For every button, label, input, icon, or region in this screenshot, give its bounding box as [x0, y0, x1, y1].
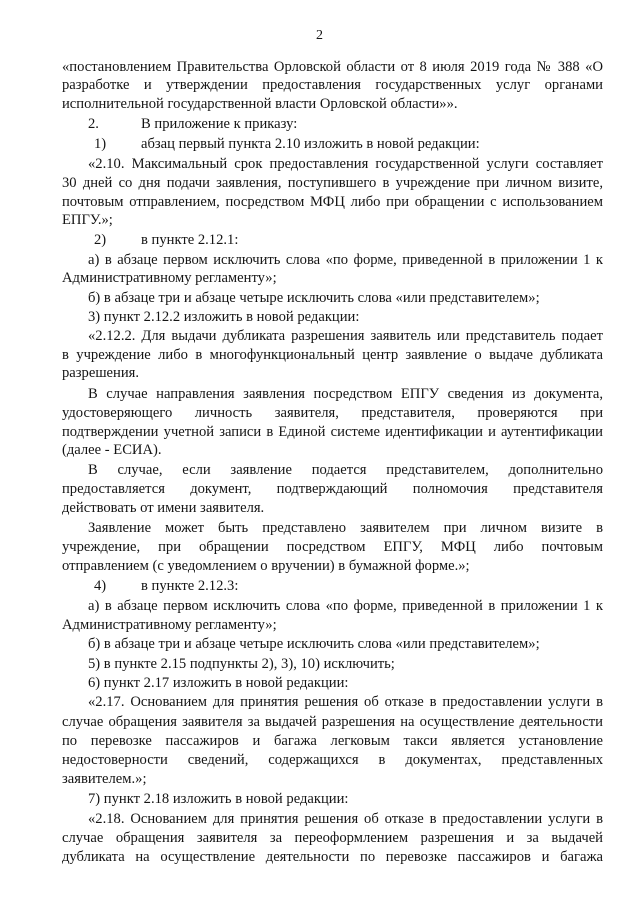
text-line: «2.18. Основанием для принятия решения об отказе в предоставлении услуги в	[88, 811, 603, 827]
text-line: ЕПГУ.»;	[62, 212, 113, 228]
text-line: почтовым отправлением, посредством МФЦ либо при обращении с использованием	[62, 194, 603, 210]
text-line: а) в абзаце первом исключить слова «по форме, приведенной в приложении 1 к	[88, 598, 603, 614]
text-line: 7) пункт 2.18 изложить в новой редакции:	[88, 791, 349, 807]
text-line: подтверждении учетной записи в Единой системе идентификации и аутентификации	[62, 424, 603, 440]
text-line: 3) пункт 2.12.2 изложить в новой редакции:	[88, 309, 360, 325]
text-line: действовать от имени заявителя.	[62, 500, 265, 516]
text-line: по перевозке пассажиров и багажа легковым такси является установление	[62, 733, 603, 749]
list-number: 2.	[88, 116, 99, 132]
text-line: предоставляется документ, подтверждающий полномочия представителя	[62, 481, 603, 497]
text-line: В случае, если заявление подается представителем, дополнительно	[88, 462, 603, 478]
text-line: в учреждение либо в многофункциональный центр заявление о выдаче дубликата	[62, 347, 603, 363]
text-line: «2.10. Максимальный срок предоставления государственной услуги составляет	[88, 156, 603, 172]
page-number: 2	[316, 28, 323, 43]
text-line: Административному регламенту»;	[62, 270, 277, 286]
text-line: б) в абзаце три и абзаце четыре исключить слова «или представителем»;	[88, 636, 540, 652]
text-line: дубликата на осуществление деятельности по перевозке пассажиров и багажа	[62, 849, 603, 865]
text-line: (далее - ЕСИА).	[62, 442, 162, 458]
text-line: «постановлением Правительства Орловской области от 8 июля 2019 года № 388 «О	[62, 59, 603, 75]
text-line: Административному регламенту»;	[62, 617, 277, 633]
list-number: 1)	[94, 136, 107, 152]
text-line: 6) пункт 2.17 изложить в новой редакции:	[88, 675, 349, 691]
text-line: в пункте 2.12.1:	[141, 232, 239, 248]
text-line: в пункте 2.12.3:	[141, 578, 239, 594]
text-line: а) в абзаце первом исключить слова «по форме, приведенной в приложении 1 к	[88, 252, 603, 268]
list-number: 2)	[94, 232, 107, 248]
text-line: недостоверности сведений, содержащихся в документах, представленных	[62, 752, 603, 768]
list-number: 4)	[94, 578, 107, 594]
text-line: удостоверяющего личность заявителя, представителя, проверяются при	[62, 405, 603, 421]
text-line: учреждение, при обращении посредством ЕПГУ, МФЦ либо почтовым	[62, 539, 603, 555]
text-line: 5) в пункте 2.15 подпункты 2), 3), 10) исключить;	[88, 656, 395, 672]
text-line: 30 дней со дня подачи заявления, поступившего в учреждение при личном визите,	[62, 175, 603, 191]
text-line: отправлением (с уведомлением о вручении) в бумажной форме.»;	[62, 558, 470, 574]
text-line: б) в абзаце три и абзаце четыре исключить слова «или представителем»;	[88, 290, 540, 306]
text-line: В приложение к приказу:	[141, 116, 298, 132]
text-line: заявителем.»;	[62, 771, 147, 787]
text-line: Заявление может быть представлено заявителем при личном визите в	[88, 520, 603, 536]
text-line: случае обращения заявителя за переоформлением разрешения и за выдачей	[62, 830, 603, 846]
text-line: «2.12.2. Для выдачи дубликата разрешения заявитель или представитель подает	[88, 328, 603, 344]
text-line: исполнительной государственной власти Орловской области»».	[62, 96, 458, 112]
text-line: абзац первый пункта 2.10 изложить в новой редакции:	[141, 136, 480, 152]
text-line: случае обращения заявителя за выдачей разрешения на осуществление деятельности	[62, 714, 603, 730]
text-line: «2.17. Основанием для принятия решения об отказе в предоставлении услуги в	[88, 694, 603, 710]
text-line: разработке и утверждении предоставления государственных услуг органами	[62, 77, 603, 93]
text-line: В случае направления заявления посредством ЕПГУ сведения из документа,	[88, 386, 603, 402]
text-line: разрешения.	[62, 365, 140, 381]
